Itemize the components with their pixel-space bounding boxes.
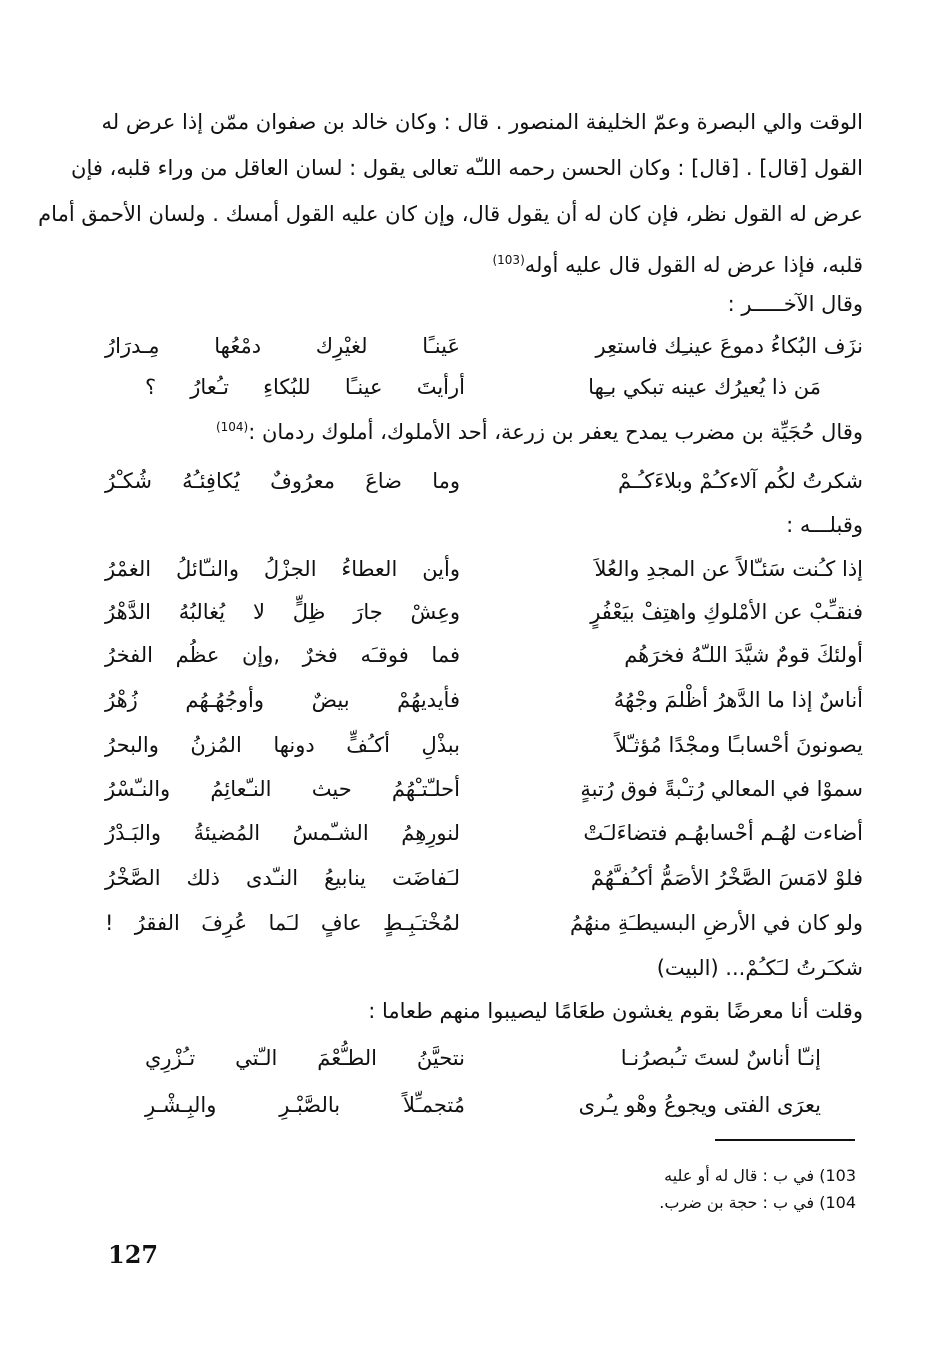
footnote-104: 104) في ب : حجة بن ضرب. [659, 1193, 856, 1212]
qultu-intro: وقلت أنا معرضًا بقوم يغشون طعَامًا ليصيبوا منهم طعاما : [368, 999, 863, 1023]
verse-line [105, 821, 863, 867]
verse-first-hemistich: يعرَى الفتى ويجوعُ وهْو يـُرى [578, 1093, 821, 1117]
verse-second-hemistich: نتحيَّنُ الطـُّعْمَ الـّتي تـُزْرِي [145, 1046, 465, 1070]
paragraph-line [105, 237, 863, 283]
verse-first-hemistich: إنـّا أناسٌ لستَ تـُبصرُنـا [620, 1046, 821, 1070]
verse-line [105, 777, 863, 823]
verse-first-hemistich: أولئكَ قومٌ شيَّدَ اللـّهُ فخرَهُم [624, 643, 863, 667]
verse-first-hemistich: يصونونَ أحْسابـًا ومجْدًا مُؤثـّلاً [615, 733, 863, 757]
footnote-ref-104: (104) [215, 420, 249, 434]
verse-line [105, 375, 863, 421]
verse-first-hemistich: سموْا في المعالي رُتـْبةً فوق رُتبةٍ [580, 777, 863, 801]
footnote-divider [715, 1139, 855, 1141]
verse-first-hemistich: أضاءت لهُـم أحْسابهُـم فتضاءَلـَتْ [583, 821, 863, 845]
verse-line [105, 1093, 863, 1139]
heading-akhar: وقال الآخـــــر : [727, 292, 863, 316]
verse-first-hemistich: فنقـِّبْ عن الأمْلوكِ واهتِفْ بيَعْفُرٍ [590, 600, 863, 624]
verse-second-hemistich: مُتجمـِّلاً بالصَّبْـرِ والبِـشْـرِ [145, 1093, 465, 1117]
hujayya-text: وقال حُجَيِّة بن مضرب يمدح يعفر بن زرعة، أحد الأملوك، أملوك ردمان : [248, 420, 863, 444]
verse-first-hemistich: فلوْ لامَسَ الصَّخْرُ الأصَمُّ أكـُفـَّهُمْ [590, 866, 863, 890]
shakartu-repeat: شكـَرتُ لـَكـُمْ... (البيت) [656, 956, 863, 980]
heading-qablahu: وقبلـــه : [786, 513, 863, 537]
verse-line [105, 911, 863, 957]
verse-second-hemistich: لمُخْتـَبِـطٍ عافٍ لـَما عُرِفَ الفقرُ ! [105, 911, 460, 935]
verse-line [105, 334, 863, 380]
verse-line [105, 469, 863, 515]
verse-line [105, 643, 863, 689]
verse-first-hemistich: إذا كـُنت سَئـّالاً عن المجدِ والعُلاَ [594, 557, 863, 581]
verse-line [105, 600, 863, 646]
verse-second-hemistich: فأيديهُمْ بيضٌ وأوجُهُـهُم زُهْرُ [105, 688, 460, 712]
paragraph-line: عرض له القول نظر، فإن كان له أن يقول قال، وإن كان عليه القول أمسك . ولسان الأحمق أمام [38, 202, 863, 226]
verse-second-hemistich: ببذْلِ أكـُفٍّ دونها المُزنُ والبحرُ [105, 733, 460, 757]
verse-second-hemistich: لنورِهِمُ الشـّمسُ المُضيئةُ والبَـدْرُ [105, 821, 460, 845]
verse-second-hemistich: وعِشْ جارَ ظِلٍّ لا يُغالبُهُ الدَّهْرُ [105, 600, 460, 624]
verse-first-hemistich: شكرتُ لكُم آلاءكـُمْ وبلاءَكـُـمْ [617, 469, 863, 493]
verse-second-hemistich: وما ضاعَ معرُوفٌ يُكافِئـُهُ شُكـْرُ [105, 469, 460, 493]
verse-second-hemistich: أرأيتَ عينـًا للبُكاءِ تـُعارُ ؟ [145, 375, 465, 399]
verse-second-hemistich: أحلـّتـْهُمُ حيث النـّعائِمُ والنـّسْرُ [105, 777, 460, 801]
paragraph-line: الوقت والي البصرة وعمّ الخليفة المنصور . قال : وكان خالد بن صفوان ممّن إذا عرض له [101, 110, 863, 134]
verse-first-hemistich: نزَف البُكاءُ دموعَ عينـِك فاستعِر [595, 334, 863, 358]
verse-line [105, 688, 863, 734]
verse-first-hemistich: أناسٌ إذا ما الدَّهرُ أظْلمَ وجْهُهُ [613, 688, 863, 712]
opening-paragraph [38, 99, 863, 283]
hujayya-intro [216, 420, 863, 444]
verse-second-hemistich: وأين العطاءُ الجزْلُ والنـّائلُ الغمْرُ [105, 557, 460, 581]
paragraph-line: القول [قال] . [قال] : وكان الحسن رحمه اللـّه تعالى يقول : لسان العاقل من وراء قلبه، فإن [71, 156, 863, 180]
verse-line [105, 557, 863, 603]
paragraph-line-text: قلبه، فإذا عرض له القول قال عليه أوله [524, 253, 863, 277]
page-number: 127 [108, 1240, 159, 1269]
verse-line [105, 733, 863, 779]
verse-line [105, 866, 863, 912]
footnote-103: 103) في ب : قال له أو عليه [664, 1166, 856, 1185]
verse-first-hemistich: ولو كان في الأرضِ البسيطـَةِ منهُمُ [570, 911, 863, 935]
footnote-ref-103: (103) [492, 253, 525, 267]
verse-first-hemistich: مَن ذا يُعيرُك عينه تبكي بـِها [588, 375, 821, 399]
verse-second-hemistich: فما فوقـَه فخرٌ ,وإن عظُم الفخرُ [105, 643, 460, 667]
verse-second-hemistich: عَينـًا لغيْرِك دمْعُها مِـدرَارُ [105, 334, 460, 358]
verse-line [105, 1046, 863, 1092]
verse-second-hemistich: لـَفاضَت ينابيعُ النـّدى ذلك الصَّخْرُ [105, 866, 460, 890]
